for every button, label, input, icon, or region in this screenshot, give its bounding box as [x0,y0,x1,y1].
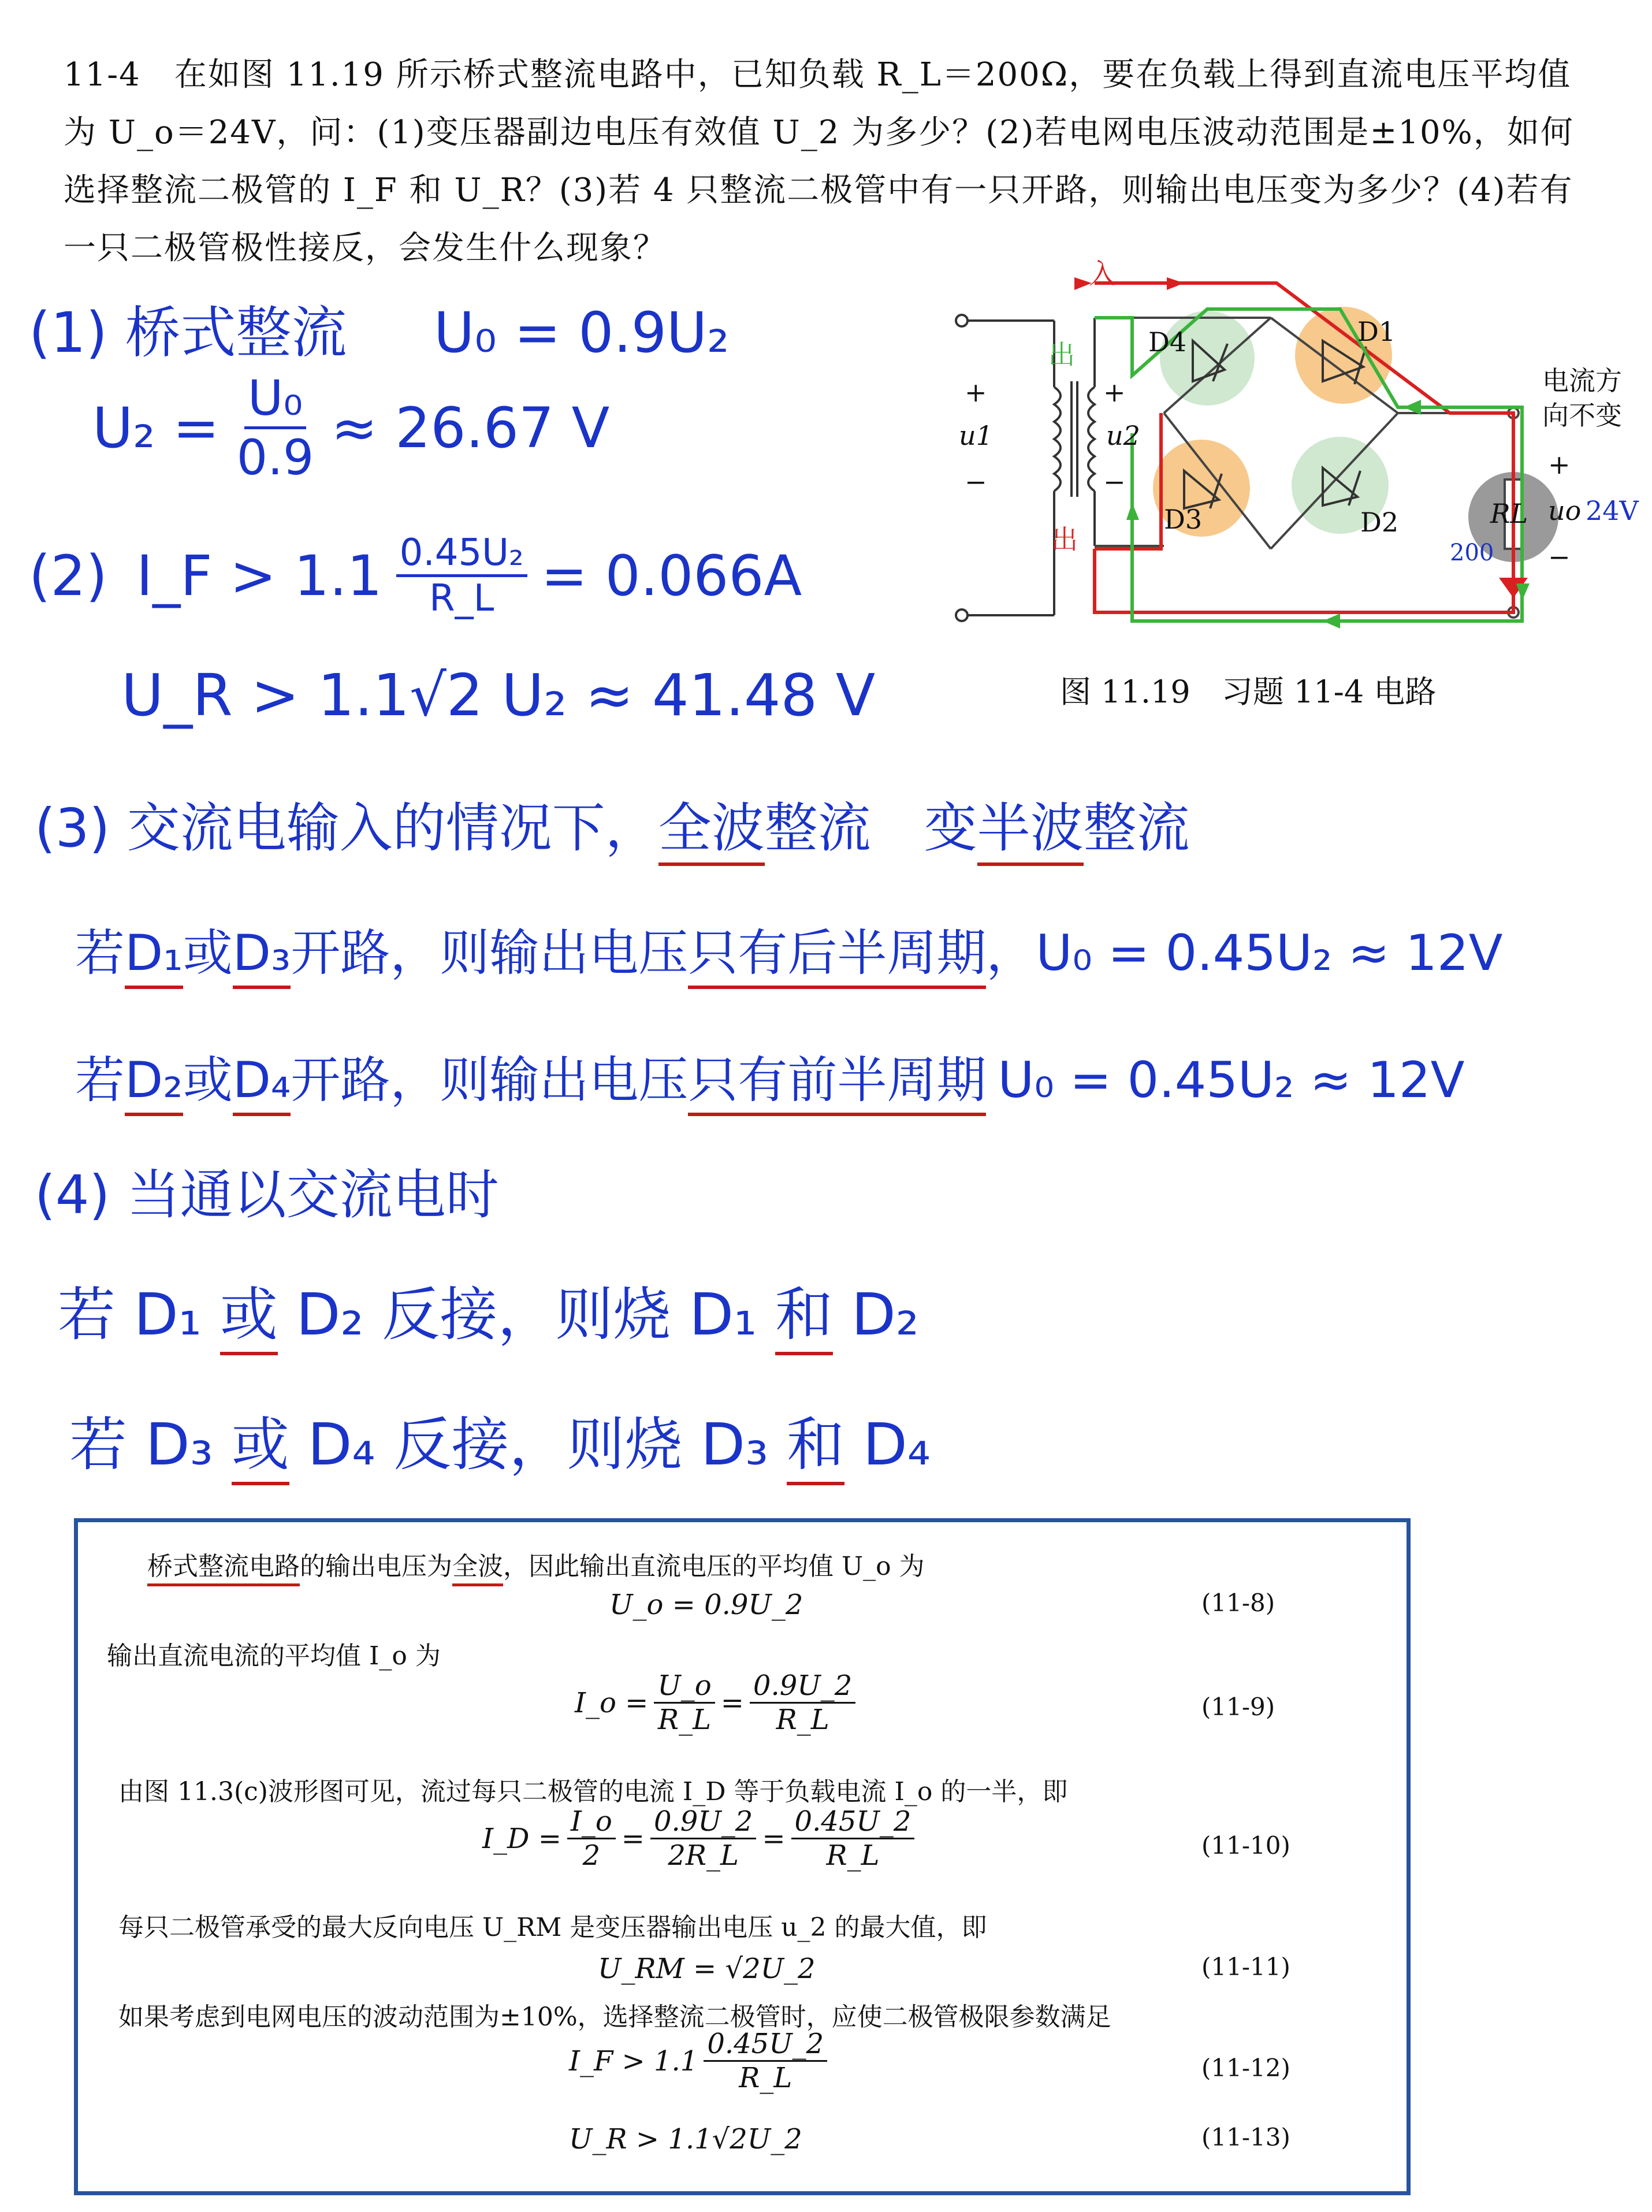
answer-4-line-3-a: 若 D₃ [69,1411,213,1478]
answer-2-label: (2) [29,543,107,608]
answer-4-line-1: (4) 当通以交流电时 [35,1164,499,1226]
ref-eq-11-12-frac [704,2028,827,2094]
answer-3-d2: D₂ [125,1051,183,1116]
ref-eq-11-9-f1-num: U_o [654,1670,715,1704]
ref-eq-11-12-den: R_L [739,2062,792,2094]
uo-label: uo [1548,495,1582,526]
answer-2-if-numerator: 0.45U₂ [396,531,527,577]
answer-3-d3: D₃ [233,924,291,989]
ref-eq-11-10-f2-num: 0.9U_2 [650,1805,756,1839]
ref-eq-11-12-lhs: I_F > 1.1 [569,2044,698,2077]
ref-eq-11-13-number: (11-13) [1201,2123,1290,2151]
problem-statement: 11-4 在如图 11.19 所示桥式整流电路中，已知负载 R_L＝200Ω，要在负载上得到直流电压平均值为 U_o＝24V，问：(1)变压器副边电压有效值 U_2 为多少？(2)若电网电压波动范围是±10%，如何选择整流二极管的 I_F 和 U_R？(3)若 4 只整流二极管中有一只开路，则输出电压变为多少？(4)若有一只二极管极性接反，会发生什么现象？ [64,56,1574,267]
answer-2-if-denominator: R_L [429,577,494,620]
u1-minus: − [965,466,987,497]
answer-3-line-2-c: 或 [183,924,233,982]
u2-minus: − [1103,466,1126,497]
ref-eq-11-8-number: (11-8) [1201,1589,1275,1617]
ref-eq-11-10-f3-num: 0.45U_2 [791,1805,915,1839]
u1-plus: + [965,377,987,408]
answer-3-d1: D₁ [125,924,183,989]
u2-plus: + [1103,377,1126,408]
ref-eq-11-10-equals-1: = [621,1822,645,1855]
answer-2-if-fraction [396,531,527,620]
ref-eq-11-10-frac-2 [650,1805,756,1872]
ref-eq-11-9-f2-den: R_L [776,1704,829,1736]
d3-label: D3 [1164,504,1203,535]
ref-eq-11-11: U_RM = √2U_2 [598,1953,816,1985]
ref-intro-full-wave: 全波 [452,1552,503,1586]
ref-eq-11-9 [575,1670,861,1736]
answer-1-numerator: U₀ [244,370,306,429]
answer-3-line-2-e: 开路，则输出电压 [291,924,689,982]
uo-plus: + [1548,449,1571,480]
ref-eq-11-9-f2-num: 0.9U_2 [750,1670,855,1704]
answer-3-line-1-c: 整流 变 [764,797,977,859]
answer-2-if-rhs: = 0.066A [541,543,802,608]
ref-eq-11-10-f1-den: 2 [582,1839,601,1872]
d2-label: D2 [1360,507,1399,538]
answer-1-calc-lhs: U₂ = [92,395,219,460]
answer-3-line-1-e: 整流 [1083,797,1190,859]
answer-3-line-3-g: U₀ = 0.45U₂ ≈ 12V [998,1051,1465,1109]
ref-eq-11-10-lhs: I_D = [482,1822,561,1855]
answer-3-line-3-e: 开路，则输出电压 [291,1051,689,1109]
ref-eq-11-10-frac-3 [791,1805,915,1872]
d4-highlight [1160,311,1255,406]
d4-label: D4 [1148,326,1187,358]
answer-1-formula: U₀ = 0.9U₂ [434,300,730,365]
ref-eq-11-9-f1-den: R_L [658,1704,712,1736]
answer-3-line-1-a: (3) 交流电输入的情况下， [35,797,658,859]
ref-intro [147,1545,925,1582]
ref-io-intro: 输出直流电流的平均值 I_o 为 [107,1641,441,1671]
answer-3-line-3 [75,1040,1464,1111]
reference-box [74,1518,1411,2195]
annot-in: 入 [1089,260,1117,290]
ref-eq-11-10-f1-num: I_o [567,1805,616,1839]
ref-eq-11-8: U_o = 0.9U_2 [609,1589,803,1621]
answer-4-and-1: 和 [775,1281,833,1355]
answer-1-denominator: 0.9 [236,429,314,486]
annot-out-green: 出 [1048,339,1075,370]
figure-caption: 图 11.19 习题 11-4 电路 [1060,674,1437,710]
ref-eq-11-10 [482,1805,920,1872]
uo-minus: − [1548,541,1571,572]
ref-eq-11-9-lhs: I_o = [575,1686,649,1719]
answer-3-line-2-a: 若 [75,924,125,982]
answer-2-if [29,531,802,620]
ref-eq-11-13: U_R > 1.1√2U_2 [569,2123,802,2155]
answer-1-calc-rhs: ≈ 26.67 V [331,395,610,460]
answer-3-line-2 [75,913,1502,984]
answer-2-if-lhs: I_F > 1.1 [136,543,382,608]
ref-urm-intro: 每只二极管承受的最大反向电压 U_RM 是变压器输出电压 u_2 的最大值，即 [118,1913,987,1942]
answer-4-line-2-c: D₂ 反接，则烧 D₁ [296,1281,757,1348]
ref-eq-11-9-number: (11-9) [1201,1693,1275,1721]
answer-4-or-1: 或 [220,1281,278,1355]
answer-1-fraction [233,370,318,486]
ref-eq-11-10-f3-den: R_L [826,1839,880,1872]
u1-label: u1 [959,420,993,451]
answer-4-line-3 [69,1398,931,1481]
ref-eq-11-9-frac-2 [750,1670,855,1736]
ref-eq-11-10-f2-den: 2R_L [668,1839,739,1872]
answer-1-label: (1) [29,300,107,365]
answer-3-rear-half: 只有后半周期 [688,924,986,989]
answer-3-line-1 [35,786,1190,862]
answer-3-half-wave: 半波 [977,797,1084,866]
answer-4-line-3-c: D₄ 反接，则烧 D₃ [307,1411,769,1478]
answer-2-ur: U_R > 1.1√2 U₂ ≈ 41.48 V [121,661,876,729]
ref-intro-d: ，因此输出直流电压的平均值 U_o 为 [503,1552,925,1581]
ref-id-intro: 由图 11.3(c)波形图可见，流过每只二极管的电流 I_D 等于负载电流 I_o 的一半，即 [118,1777,1068,1806]
answer-4-line-2 [58,1268,919,1351]
ref-eq-11-12-num: 0.45U_2 [704,2028,827,2062]
answer-1-heading [29,289,730,368]
answer-4-and-2: 和 [787,1411,844,1485]
answer-3-line-2-g: ，U₀ = 0.45U₂ ≈ 12V [986,924,1503,982]
ref-eq-11-10-equals-2: = [762,1822,786,1855]
ref-eq-11-10-frac-1 [567,1805,616,1872]
answer-3-line-3-a: 若 [75,1051,125,1109]
answer-4-or-2: 或 [232,1411,289,1485]
ref-cond-intro: 如果考虑到电网电压的波动范围为±10%，选择整流二极管时，应使二极管极限参数满足 [118,2002,1111,2032]
annot-direction-2: 向不变 [1542,400,1622,431]
rl-label: RL [1490,498,1528,529]
answer-3-front-half: 只有前半周期 [688,1051,986,1116]
answer-4-line-2-a: 若 D₁ [58,1281,202,1348]
answer-4-line-3-e: D₄ [862,1411,931,1478]
answer-4-line-2-e: D₂ [851,1281,919,1348]
ref-intro-bridge: 桥式整流电路 [147,1552,300,1586]
answer-1-title: 桥式整流 [125,300,347,365]
ref-eq-11-12 [569,2028,833,2094]
annot-out-red: 出 [1051,524,1078,555]
annot-direction-1: 电流方 [1542,365,1622,396]
ref-intro-b: 的输出电压为 [300,1552,452,1581]
annot-rl-200: 200 [1450,540,1494,566]
ref-eq-11-9-equals: = [720,1686,744,1719]
ref-eq-11-9-frac-1 [654,1670,715,1736]
answer-3-line-3-c: 或 [183,1051,233,1109]
answer-1-calc [92,370,609,486]
ref-eq-11-10-number: (11-10) [1201,1831,1290,1860]
bridge-rectifier-figure [936,260,1652,705]
d1-label: D1 [1357,316,1396,347]
annot-uo-24v: 24V [1586,495,1639,526]
answer-3-full-wave: 全波 [658,797,765,866]
answer-3-d4: D₄ [233,1051,291,1116]
ref-eq-11-12-number: (11-12) [1201,2054,1290,2082]
u2-label: u2 [1106,420,1140,451]
ref-eq-11-11-number: (11-11) [1201,1953,1290,1981]
